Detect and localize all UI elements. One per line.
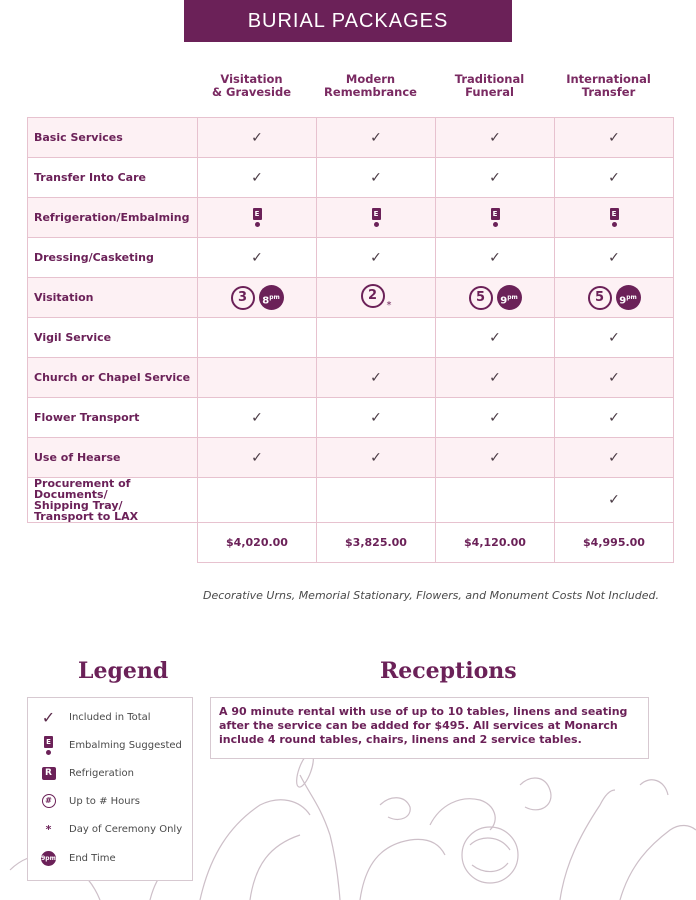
table-cell <box>198 358 317 398</box>
embalming-icon <box>491 208 500 228</box>
hours-badge: 5 <box>469 286 493 310</box>
table-cell <box>317 278 436 318</box>
end-time-hour: 9 <box>619 295 627 307</box>
embalming-letter: E <box>491 208 500 220</box>
row-label-use-of-hearse: Use of Hearse <box>28 438 198 478</box>
column-header-international-transfer <box>549 73 668 99</box>
row-label-line: Shipping Tray/ <box>34 499 123 512</box>
embalming-letter: E <box>372 208 381 220</box>
legend-text: Up to # Hours <box>69 795 140 807</box>
table-cell <box>198 198 317 238</box>
row-label-vigil-service: Vigil Service <box>28 318 198 358</box>
check-icon: ✓ <box>555 238 674 278</box>
column-header-line: Traditional <box>454 72 525 86</box>
column-header-traditional-funeral <box>430 73 549 99</box>
legend-item <box>28 735 192 755</box>
end-time-suffix: pm <box>626 294 637 301</box>
table-row <box>28 278 674 318</box>
legend-text: Refrigeration <box>69 767 134 779</box>
check-icon: ✓ <box>555 438 674 478</box>
hours-badge: 2 <box>361 284 385 308</box>
table-cell <box>198 318 317 358</box>
check-icon: ✓ <box>436 158 555 198</box>
refrigeration-icon <box>28 767 69 780</box>
legend-text: Day of Ceremony Only <box>69 823 183 835</box>
check-icon: ✓ <box>436 358 555 398</box>
check-icon: ✓ <box>555 158 674 198</box>
end-time-badge <box>259 285 284 310</box>
table-cell <box>555 198 674 238</box>
legend-symbol: 9pm <box>41 851 56 866</box>
row-label-visitation: Visitation <box>28 278 198 318</box>
column-header-line: Funeral <box>465 85 514 99</box>
legend-item <box>28 819 192 839</box>
legend-item <box>28 763 192 783</box>
table-row <box>28 438 674 478</box>
end-time-suffix: pm <box>507 294 518 301</box>
table-row <box>28 198 674 238</box>
price-row <box>28 523 674 563</box>
column-header-line: Visitation <box>220 72 283 86</box>
table-cell <box>198 278 317 318</box>
check-icon: ✓ <box>317 358 436 398</box>
day-of-ceremony-icon: * <box>386 300 392 311</box>
column-header-line: & Graveside <box>211 85 292 99</box>
column-header-line: Modern <box>345 72 396 86</box>
hours-badge: 5 <box>588 286 612 310</box>
check-icon: ✓ <box>317 158 436 198</box>
legend-item <box>28 707 192 727</box>
receptions-heading: Receptions <box>380 658 517 684</box>
legend-symbol: # <box>42 794 56 808</box>
check-icon: ✓ <box>436 238 555 278</box>
legend-item <box>28 791 192 811</box>
table-cell <box>555 278 674 318</box>
check-icon: ✓ <box>436 318 555 358</box>
check-icon: ✓ <box>198 238 317 278</box>
embalming-icon <box>28 736 69 755</box>
embalming-icon <box>253 208 262 228</box>
check-icon: ✓ <box>555 398 674 438</box>
column-header-visitation-graveside <box>192 73 311 99</box>
price-visitation-graveside: $4,020.00 <box>198 523 317 563</box>
table-cell <box>436 198 555 238</box>
table-row <box>28 118 674 158</box>
page-title: BURIAL PACKAGES <box>184 0 512 42</box>
legend-heading: Legend <box>78 658 169 684</box>
price-modern-remembrance: $3,825.00 <box>317 523 436 563</box>
check-icon: ✓ <box>317 118 436 158</box>
exclusions-note: Decorative Urns, Memorial Stationary, Flowers, and Monument Costs Not Included. <box>203 589 660 602</box>
price-traditional-funeral: $4,120.00 <box>436 523 555 563</box>
check-icon: ✓ <box>317 438 436 478</box>
legend-symbol: R <box>42 767 56 780</box>
legend-symbol: E <box>44 736 53 748</box>
end-time-icon <box>28 851 69 866</box>
check-icon: ✓ <box>436 118 555 158</box>
embalming-letter: E <box>253 208 262 220</box>
table-row <box>28 158 674 198</box>
end-time-suffix: pm <box>269 294 280 301</box>
end-time-hour: 8 <box>262 295 270 307</box>
table-cell <box>436 278 555 318</box>
blank-cell <box>28 523 198 563</box>
package-comparison-table <box>27 117 674 563</box>
column-header-modern-remembrance <box>311 73 430 99</box>
end-time-badge <box>497 285 522 310</box>
table-row <box>28 318 674 358</box>
end-time-badge <box>616 285 641 310</box>
receptions-description: A 90 minute rental with use of up to 10 tables, linens and seating after the service can be added for $495. All services at Monarch include 4 round tables, chairs, linens and 2 service tables. <box>210 697 649 759</box>
check-icon: ✓ <box>555 318 674 358</box>
check-icon: ✓ <box>436 438 555 478</box>
row-label-transfer-into-care: Transfer Into Care <box>28 158 198 198</box>
check-icon: ✓ <box>198 398 317 438</box>
check-icon: ✓ <box>198 438 317 478</box>
embalming-icon <box>610 208 619 228</box>
row-label-procurement-documents <box>28 478 198 523</box>
check-icon: ✓ <box>555 118 674 158</box>
row-label-line: Transport to LAX <box>34 510 139 523</box>
check-icon: ✓ <box>198 118 317 158</box>
row-label-church-chapel-service: Church or Chapel Service <box>28 358 198 398</box>
legend-text: Included in Total <box>69 711 151 723</box>
table-cell <box>317 318 436 358</box>
hours-badge: 3 <box>231 286 255 310</box>
column-header-line: Transfer <box>581 85 636 99</box>
check-icon: ✓ <box>317 398 436 438</box>
end-time-hour: 9 <box>500 295 508 307</box>
table-cell <box>198 478 317 523</box>
legend-symbol: ✓ <box>41 707 56 727</box>
column-header-line: Remembrance <box>324 85 417 99</box>
column-header-line: International <box>566 72 651 86</box>
table-row <box>28 398 674 438</box>
row-label-refrigeration-embalming: Refrigeration/Embalming <box>28 198 198 238</box>
table-row <box>28 478 674 523</box>
check-icon: ✓ <box>555 478 674 523</box>
check-icon: ✓ <box>198 158 317 198</box>
table-cell <box>317 198 436 238</box>
table-cell <box>317 478 436 523</box>
table-row <box>28 358 674 398</box>
table-cell <box>436 478 555 523</box>
table-row <box>28 238 674 278</box>
hours-icon <box>28 794 69 808</box>
price-international-transfer: $4,995.00 <box>555 523 674 563</box>
legend-box <box>27 697 193 881</box>
row-label-dressing-casketing: Dressing/Casketing <box>28 238 198 278</box>
row-label-flower-transport: Flower Transport <box>28 398 198 438</box>
legend-symbol: * <box>45 822 52 836</box>
embalming-icon <box>372 208 381 228</box>
row-label-line: Procurement of Documents/ <box>34 477 131 501</box>
check-icon: ✓ <box>317 238 436 278</box>
embalming-letter: E <box>610 208 619 220</box>
check-icon <box>28 708 69 727</box>
legend-text: Embalming Suggested <box>69 739 182 751</box>
legend-item <box>28 848 192 868</box>
day-of-ceremony-icon <box>28 823 69 836</box>
legend-text: End Time <box>69 852 116 864</box>
check-icon: ✓ <box>555 358 674 398</box>
check-icon: ✓ <box>436 398 555 438</box>
row-label-basic-services: Basic Services <box>28 118 198 158</box>
